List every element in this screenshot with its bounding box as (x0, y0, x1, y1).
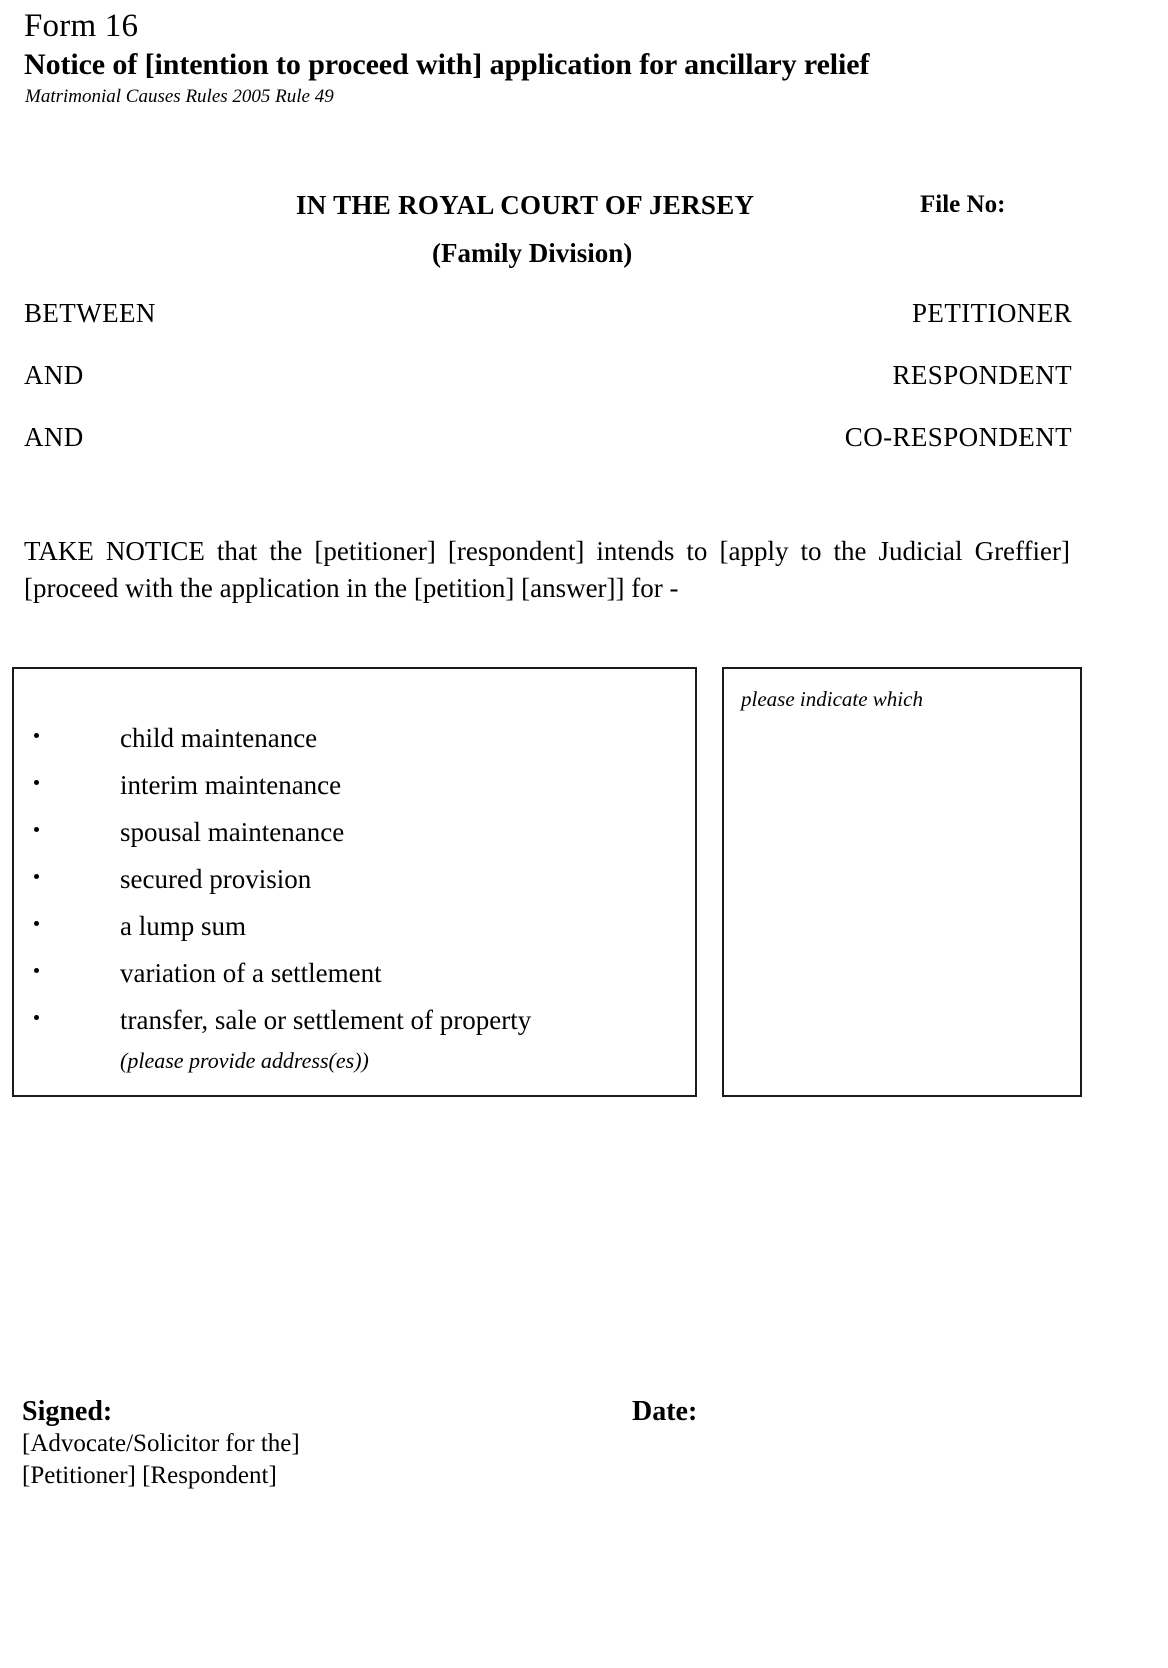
bullet-icon (34, 733, 39, 738)
bullet-icon (34, 780, 39, 785)
document-title: Notice of [intention to proceed with] application for ancillary relief (24, 48, 870, 81)
party-row (24, 420, 1072, 482)
relief-option-label: interim maintenance (120, 770, 342, 800)
party-connector: AND (24, 360, 84, 390)
party-row (24, 358, 1072, 420)
bullet-icon (34, 968, 39, 973)
signing-capacity-line-2: [Petitioner] [Respondent] (22, 1462, 277, 1489)
party-role: PETITIONER (912, 298, 1072, 328)
file-number-label: File No: (920, 191, 1006, 218)
parties-block (24, 296, 1072, 482)
bullet-icon (34, 1015, 39, 1020)
form-number: Form 16 (24, 8, 139, 44)
bullet-icon (34, 874, 39, 879)
list-item[interactable] (14, 909, 695, 956)
party-row (24, 296, 1072, 358)
list-item[interactable] (14, 768, 695, 815)
list-item[interactable] (14, 956, 695, 1003)
list-item[interactable] (14, 721, 695, 768)
relief-options-box (12, 667, 697, 1097)
signing-capacity-line-1: [Advocate/Solicitor for the] (22, 1430, 300, 1457)
party-connector: AND (24, 422, 84, 452)
date-label: Date: (632, 1396, 698, 1427)
address-note: (please provide address(es)) (120, 1048, 369, 1073)
court-division: (Family Division) (432, 238, 633, 268)
party-role: CO-RESPONDENT (844, 422, 1072, 452)
signing-capacity (22, 1428, 300, 1492)
bullet-icon (34, 827, 39, 832)
relief-option-label: transfer, sale or settlement of property (120, 1005, 532, 1035)
list-item[interactable] (14, 862, 695, 909)
relief-options-list (14, 721, 695, 1050)
indicate-which-box[interactable] (722, 667, 1082, 1097)
party-connector: BETWEEN (24, 298, 156, 328)
relief-option-label: variation of a settlement (120, 958, 382, 988)
list-item[interactable] (14, 815, 695, 862)
relief-option-label: secured provision (120, 864, 312, 894)
signed-label: Signed: (22, 1396, 113, 1427)
take-notice-paragraph: TAKE NOTICE that the [petitioner] [respondent] intends to [apply to the Judicial Greffier] [proceed with the application in the [petition] [answer]] for - (24, 536, 1070, 603)
list-item[interactable] (14, 1003, 695, 1050)
relief-option-label: a lump sum (120, 911, 246, 941)
document-subtitle: Matrimonial Causes Rules 2005 Rule 49 (25, 86, 334, 107)
relief-option-label: spousal maintenance (120, 817, 345, 847)
court-name: IN THE ROYAL COURT OF JERSEY (296, 190, 755, 220)
indicate-which-instruction: please indicate which (741, 687, 923, 711)
relief-option-label: child maintenance (120, 723, 318, 753)
party-role: RESPONDENT (892, 360, 1072, 390)
bullet-icon (34, 921, 39, 926)
